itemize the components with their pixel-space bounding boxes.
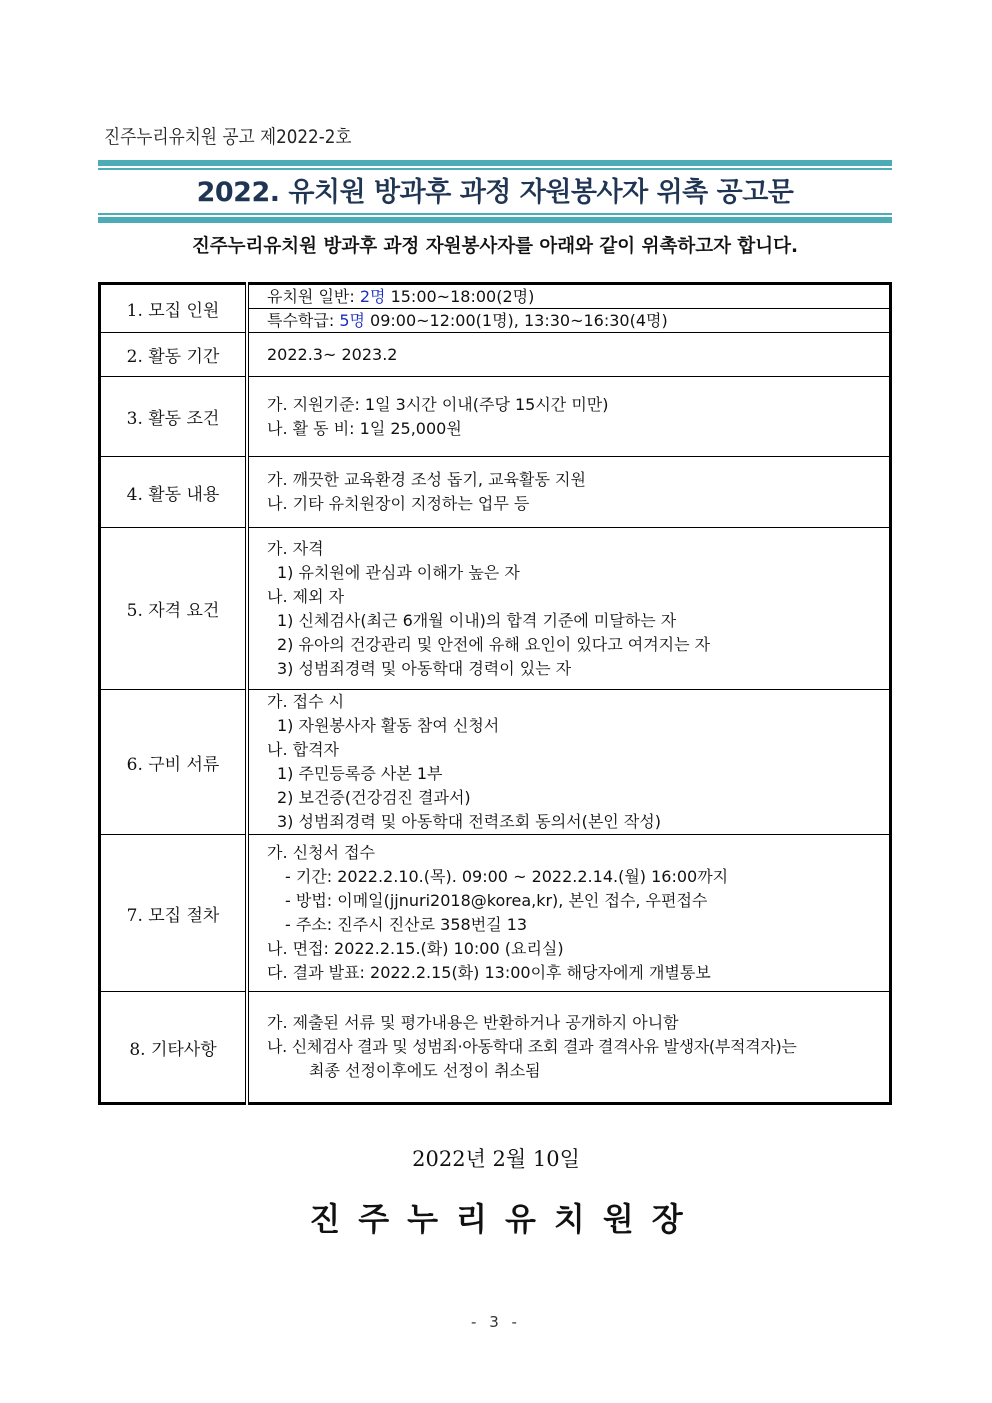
page-title: 2022. 유치원 방과후 과정 자원봉사자 위촉 공고문 [196,177,794,208]
table-row-period [100,333,891,377]
notice-table [98,282,892,1105]
row-content: 가. 깨끗한 교육환경 조성 돕기, 교육활동 지원 나. 기타 유치원장이 지정하는 업무 등 [247,457,891,528]
document-number: 진주누리유치원 공고 제2022-2호 [104,126,352,148]
title-rule-bottom [98,213,892,223]
row-label: 6. 구비 서류 [100,690,248,835]
page-number: - 3 - [471,1313,521,1331]
row-label: 8. 기타사항 [100,992,248,1104]
recruit-general: 유치원 일반: 2명 15:00~18:00(2명) [267,287,535,306]
row-label: 7. 모집 절차 [100,835,248,992]
intro-sentence: 진주누리유치원 방과후 과정 자원봉사자를 아래와 같이 위촉하고자 합니다. [191,236,799,257]
notice-date: 2022년 2월 10일 [412,1147,580,1171]
table-row-conditions [100,377,891,457]
row-content: 2022.3~ 2023.2 [247,333,891,377]
row-label: 5. 자격 요건 [100,528,248,690]
application-email: - 방법: 이메일(jjnuri2018@korea,kr), 본인 접수, 우편접수 [285,891,708,910]
table-row-activities [100,457,891,528]
row-content: 가. 제출된 서류 및 평가내용은 반환하거나 공개하지 아니함 나. 신체검사 결과 및 성범죄·아동학대 조회 결과 결격사유 발생자(부적격자)는 최종 선정이후에도 선정이 취소됨 [247,992,891,1104]
row-label: 4. 활동 내용 [100,457,248,528]
table-row-other [100,992,891,1104]
signer-name: 진주누리유치원장 [309,1200,701,1238]
row-content: 가. 접수 시 1) 자원봉사자 활동 참여 신청서 나. 합격자 1) 주민등록증 사본 1부 2) 보건증(건강검진 결과서) 3) 성범죄경력 및 아동학대 전력조회 동의서(본인 작성) [247,690,891,835]
row-content: 가. 지원기준: 1일 3시간 이내(주당 15시간 미만) 나. 활 동 비: 1일 25,000원 [247,377,891,457]
title-rule-top [98,160,892,170]
row-content [247,284,891,333]
special-count: 5명 [339,311,365,330]
row-label: 1. 모집 인원 [100,284,248,333]
row-label: 2. 활동 기간 [100,333,248,377]
table-row-qualifications [100,528,891,690]
table-row-documents [100,690,891,835]
row-content: 가. 신청서 접수 - 기간: 2022.2.10.(목). 09:00 ~ 2022.2.14.(월) 16:00까지 - 방법: 이메일(jjnuri2018@korea,kr), 본인 접수, 우편접수 - 주소: 진주시 진산로 358번길 13 나. 면접: 2022.2.15.(화) 10:00 (요리실) 다. 결과 발표: 2022.2.15(화) 13:00이후 해당자에게 개별통보 [247,835,891,992]
table-row-procedure [100,835,891,992]
table-row-recruitment [100,284,891,333]
recruit-special: 특수학급: 5명 09:00~12:00(1명), 13:30~16:30(4명) [249,308,889,332]
row-content: 가. 자격 1) 유치원에 관심과 이해가 높은 자 나. 제외 자 1) 신체검사(최근 6개월 이내)의 합격 기준에 미달하는 자 2) 유아의 건강관리 및 안전에 유해 요인이 있다고 여겨지는 자 3) 성범죄경력 및 아동학대 경력이 있는 자 [247,528,891,690]
general-count: 2명 [359,287,386,306]
row-label: 3. 활동 조건 [100,377,248,457]
